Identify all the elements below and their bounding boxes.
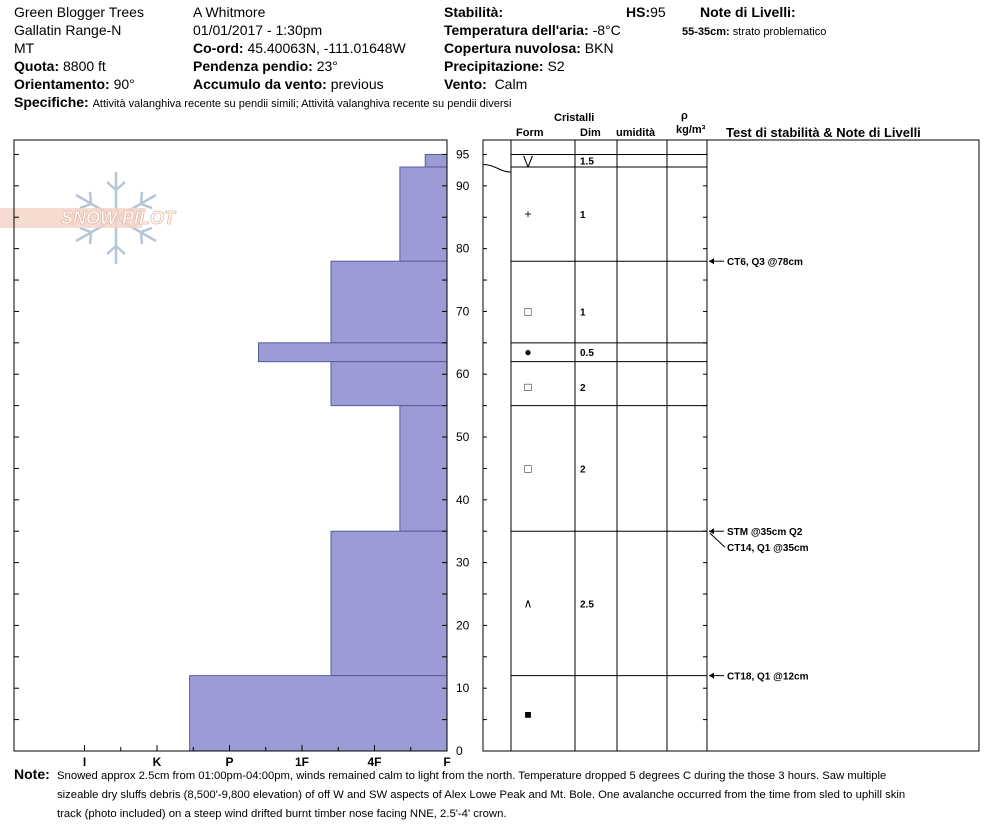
sky-value: BKN [584, 40, 614, 56]
stability-label: Stabilità: [444, 4, 504, 20]
aspect-label: Orientamento: [14, 76, 110, 92]
depth-tick-label: 70 [456, 304, 470, 319]
test-arrow [710, 533, 725, 547]
crystal-size: 2 [580, 464, 586, 476]
stability-tests-header: Test di stabilità & Note di Livelli [726, 125, 921, 140]
stability-test-label: CT6, Q3 @78cm [727, 257, 803, 269]
depth-tick-label: 95 [456, 147, 470, 162]
depth-tick-label: 0 [456, 744, 463, 758]
density-symbol: ρ [681, 110, 688, 122]
crystal-form-symbol: □ [524, 461, 532, 476]
crystal-size: 2 [580, 382, 586, 394]
test-arrowhead [709, 528, 714, 534]
hardness-bar-1 [400, 167, 447, 261]
form-header: Form [516, 127, 544, 139]
crystal-size: 1 [580, 307, 586, 319]
observer-name: A Whitmore [193, 4, 266, 20]
depth-tick-label: 30 [456, 555, 470, 570]
hardness-bar-3 [259, 343, 448, 362]
aspect-value: 90° [113, 76, 135, 92]
hardness-bar-6 [331, 531, 447, 675]
wind-label: Vento: [444, 76, 487, 92]
specifics-value: Attività valanghiva recente su pendii simili; Attività valanghiva recente su pendii diversi [92, 98, 512, 110]
crystal-form-symbol: □ [524, 304, 532, 319]
logo-text: SNOW PILOT [61, 208, 175, 228]
snowpilot-logo [0, 172, 177, 264]
wind-load-label: Accumulo da vento: [193, 76, 327, 92]
hardness-tick-label: 1F [294, 755, 310, 769]
hardness-tick-label: K [152, 755, 162, 769]
wind-value: Calm [494, 76, 528, 92]
crystals-header: Cristalli [554, 112, 595, 124]
observation-datetime: 01/01/2017 - 1:30pm [193, 22, 323, 38]
precip-label: Precipitazione: [444, 58, 544, 74]
air-temp-label: Temperatura dell'aria: [444, 22, 589, 38]
hardness-tick-label: P [225, 755, 234, 769]
hs-label: HS: [626, 4, 651, 20]
location-name: Green Blogger Trees [14, 4, 144, 20]
hardness-bar-0 [425, 154, 447, 167]
state-name: MT [14, 40, 35, 56]
crystal-size: 1.5 [580, 156, 594, 168]
layer-connector [483, 164, 511, 172]
crystal-rows [483, 154, 707, 722]
crystal-form-symbol: ● [524, 345, 532, 360]
hardness-bars [190, 154, 447, 751]
depth-tick-label: 60 [456, 367, 470, 382]
stability-test-label: STM @35cm Q2 [727, 527, 803, 539]
slope-value: 23° [316, 58, 338, 74]
density-unit: kg/m³ [676, 124, 706, 136]
layer-note-text: strato problematico [732, 26, 827, 38]
notes-label: Note: [14, 766, 50, 782]
size-header: Dim [580, 127, 601, 139]
crystal-form-symbol: ⋁ [523, 153, 533, 168]
hs-value: 95 [650, 4, 666, 20]
depth-tick-label: 80 [456, 241, 470, 256]
crystal-form-symbol: □ [524, 379, 532, 394]
stability-test-label: CT14, Q1 @35cm [727, 543, 809, 555]
notes-line-3: track (photo included) on a steep wind drifted burnt timber nose facing NNE, 2.5'-4' crown. [57, 808, 507, 820]
hardness-tick-label: F [443, 755, 451, 769]
hardness-bar-4 [331, 362, 447, 406]
layer-note-depth: 55-35cm: [682, 26, 730, 38]
crystal-size: 1 [580, 210, 586, 222]
moisture-header: umidità [616, 127, 656, 139]
hardness-tick-label: I [82, 755, 87, 769]
hardness-bar-5 [400, 406, 447, 532]
hardness-bar-7 [190, 676, 447, 751]
crystal-size: 0.5 [580, 348, 594, 360]
specifics-label: Specifiche: [14, 94, 89, 110]
sky-label: Copertura nuvolosa: [444, 40, 581, 56]
precip-value: S2 [547, 58, 565, 74]
depth-tick-label: 10 [456, 681, 470, 696]
test-arrowhead [709, 673, 714, 679]
elevation-value: 8800 ft [63, 58, 106, 74]
depth-tick-label: 50 [456, 430, 470, 445]
depth-tick-label: 90 [456, 178, 470, 193]
stability-test-marks [709, 257, 809, 682]
crystal-form-symbol: ■ [524, 707, 532, 722]
depth-tick-label: 40 [456, 492, 470, 507]
crystal-size: 2.5 [580, 599, 594, 611]
hardness-bar-2 [331, 261, 447, 343]
slope-label: Pendenza pendio: [193, 58, 313, 74]
coord-value: 45.40063N, -111.01648W [247, 40, 406, 56]
stability-test-label: CT18, Q1 @12cm [727, 671, 809, 683]
notes-line-2: sizeable dry sluffs debris (8,500'-9,800 elevation) of off W and SW aspects of Alex Lowe Peak and Mt. Bole. One avalanche occurred from the time from sled to uphill skin [57, 789, 906, 801]
crystal-form-symbol: ∧ [523, 596, 533, 611]
depth-tick-label: 20 [456, 618, 470, 633]
air-temp-value: -8°C [592, 22, 621, 38]
coord-label: Co-ord: [193, 40, 244, 56]
elevation-label: Quota: [14, 58, 60, 74]
crystal-table-frame [483, 140, 707, 751]
hardness-tick-label: 4F [367, 755, 382, 769]
test-arrowhead [709, 258, 714, 264]
stability-notes-frame [707, 140, 979, 751]
range-name: Gallatin Range-N [14, 22, 122, 38]
wind-load-value: previous [330, 76, 384, 92]
crystal-form-symbol: + [524, 207, 532, 222]
notes-line-1: Snowed approx 2.5cm from 01:00pm-04:00pm, winds remained calm to light from the north. Temperature dropped 5 degrees C during the those 3 hours. Saw multiple [57, 770, 887, 782]
layer-notes-label: Note di Livelli: [700, 4, 796, 20]
